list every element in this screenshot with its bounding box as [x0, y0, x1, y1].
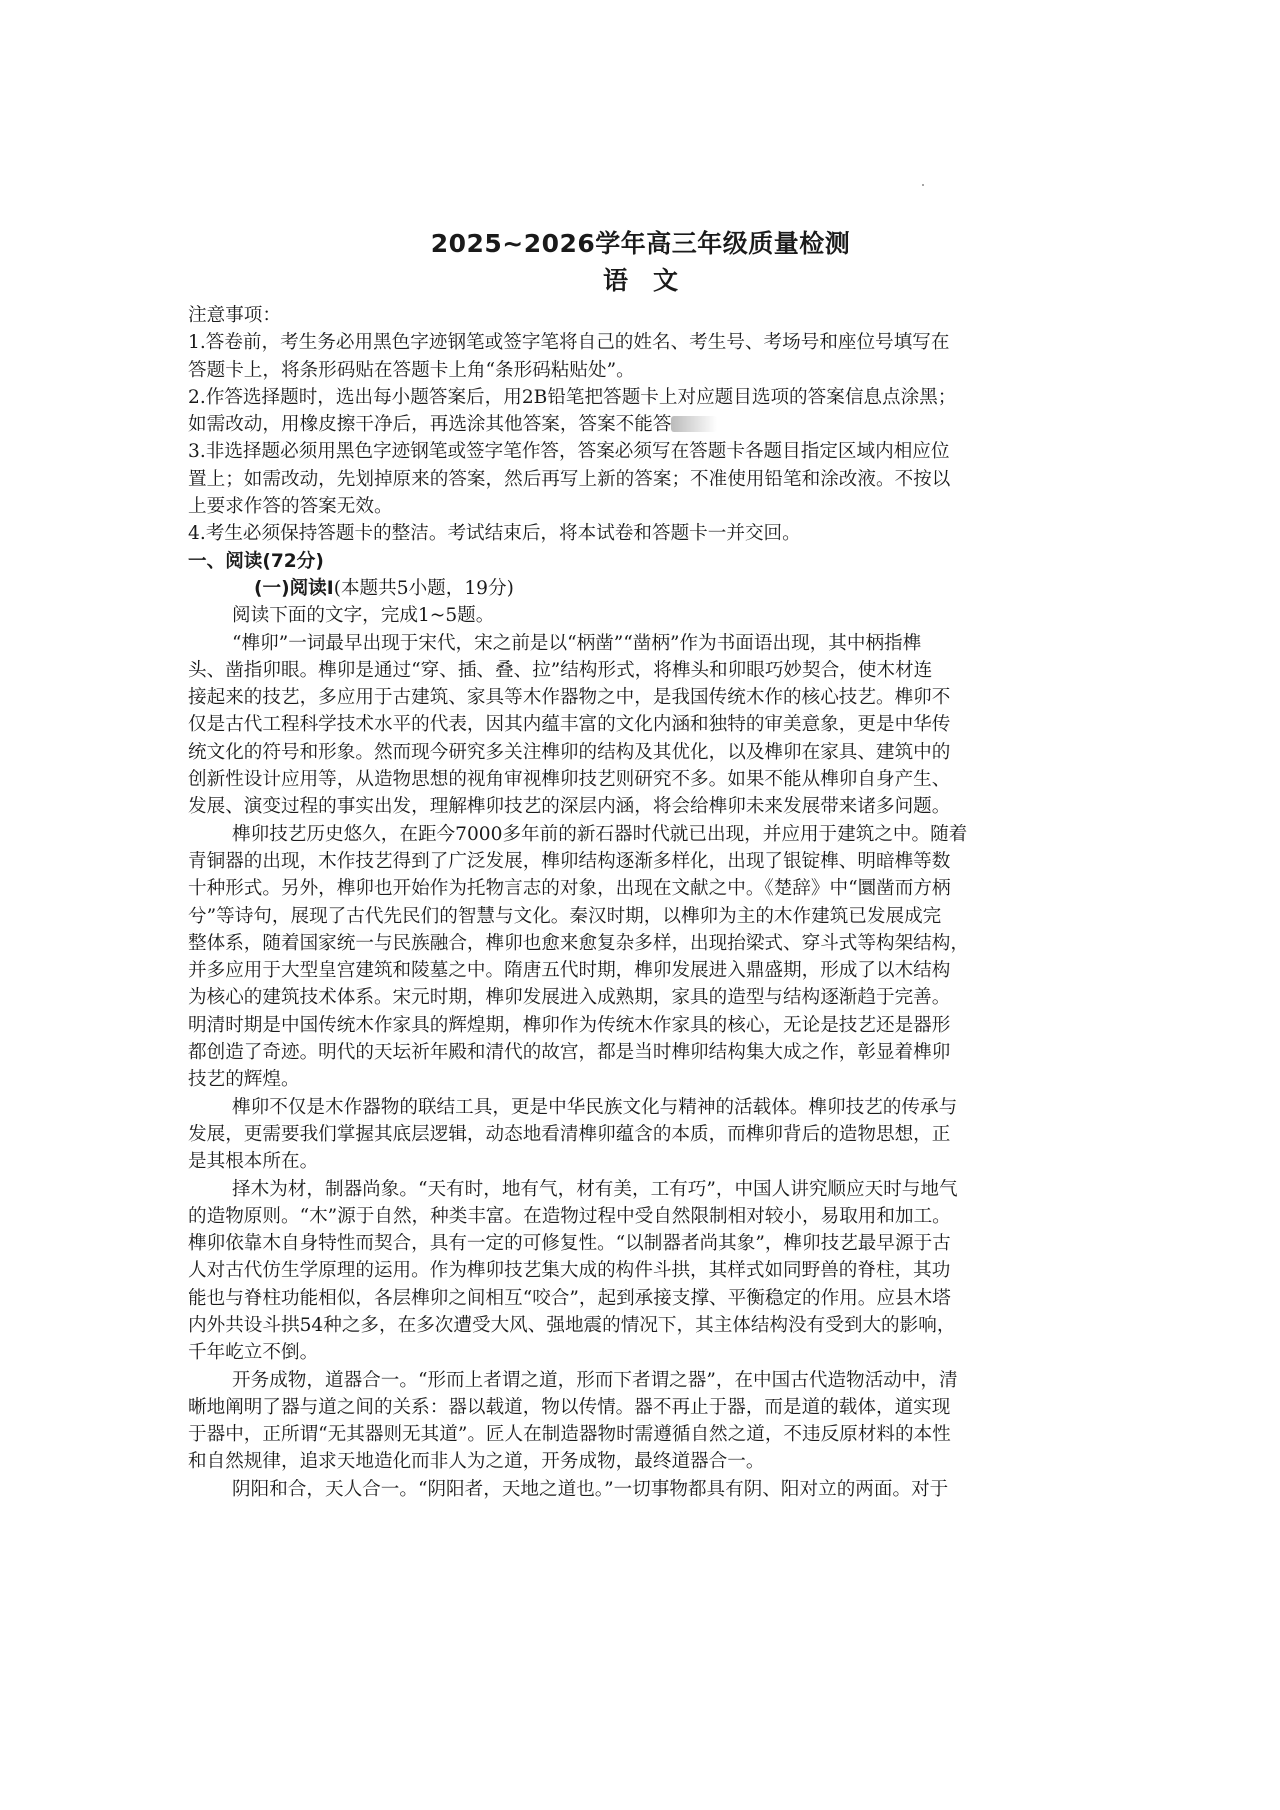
passage-line: 人对古代仿生学原理的运用。作为榫卯技艺集大成的构件斗拱，其样式如同野兽的脊柱，其功	[188, 1260, 951, 1282]
passage-line: 创新性设计应用等，从造物思想的视角审视榫卯技艺则研究不多。如果不能从榫卯自身产生、	[188, 769, 951, 791]
notice-line: 如需改动，用橡皮擦干净后，再选涂其他答案，答案不能答	[188, 414, 672, 436]
passage-line: 的造物原则。“木”源于自然，种类丰富。在造物过程中受自然限制相对较小，易取用和加工。	[188, 1205, 951, 1227]
passage-line: 为核心的建筑技术体系。宋元时期，榫卯发展进入成熟期，家具的造型与结构逐渐趋于完善。	[188, 987, 951, 1009]
notice-heading: 注意事项：	[188, 305, 281, 326]
blurred-region	[671, 416, 717, 432]
notice-line: 1.答卷前，考生务必用黑色字迹钢笔或签字笔将自己的姓名、考生号、考场号和座位号填写在	[188, 332, 950, 354]
passage-line: 择木为材，制器尚象。“天有时，地有气，材有美，工有巧”，中国人讲究顺应天时与地气	[232, 1178, 958, 1200]
passage-line: 整体系，随着国家统一与民族融合，榫卯也愈来愈复杂多样，出现抬梁式、穿斗式等构架结构，	[188, 932, 969, 954]
passage-line: 榫卯不仅是木作器物的联结工具，更是中华民族文化与精神的活载体。榫卯技艺的传承与	[232, 1096, 958, 1118]
passage-line: 能也与脊柱功能相似，各层榫卯之间相互“咬合”，起到承接支撑、平衡稳定的作用。应县木塔	[188, 1287, 951, 1309]
passage-line: 于器中，正所谓“无其器则无其道”。匠人在制造器物时需遵循自然之道，不违反原材料的本性	[188, 1424, 951, 1446]
passage-line: 内外共设斗拱54种之多，在多次遭受大风、强地震的情况下，其主体结构没有受到大的影响，	[188, 1314, 956, 1336]
subject-title: 语 文	[602, 266, 678, 295]
passage	[188, 630, 1093, 1504]
exam-title: 2025~2026学年高三年级质量检测	[430, 229, 851, 258]
passage-line: 并多应用于大型皇宫建筑和陵墓之中。隋唐五代时期，榫卯发展进入鼎盛期，形成了以木结构	[188, 960, 951, 982]
sub-section-title: (一)阅读Ⅰ	[254, 577, 334, 599]
notice-block	[188, 302, 1093, 548]
passage-line: 统文化的符号和形象。然而现今研究多关注榫卯的结构及其优化，以及榫卯在家具、建筑中的	[188, 741, 951, 763]
sub-section-heading	[188, 575, 1093, 602]
notice-line: 3.非选择题必须用黑色字迹钢笔或签字笔作答，答案必须写在答题卡各题目指定区域内相应位	[188, 441, 950, 463]
passage-line: 榫卯依靠木自身特性而契合，具有一定的可修复性。“以制器者尚其象”，榫卯技艺最早源于古	[188, 1233, 951, 1255]
passage-line: 技艺的辉煌。	[188, 1069, 300, 1091]
sub-section-score: (本题共5小题，19分)	[333, 577, 514, 599]
exam-page	[188, 226, 1093, 1503]
notice-line: 2.作答选择题时，选出每小题答案后，用2B铅笔把答题卡上对应题目选项的答案信息点涂黑；	[188, 386, 957, 408]
passage-line: 榫卯技艺历史悠久，在距今7000多年前的新石器时代就已出现，并应用于建筑之中。随着	[232, 823, 968, 845]
passage-line: 明清时期是中国传统木作家具的辉煌期，榫卯作为传统木作家具的核心，无论是技艺还是器形	[188, 1014, 951, 1036]
passage-line: “榫卯”一词最早出现于宋代，宋之前是以“柄凿”“凿柄”作为书面语出现，其中柄指榫	[232, 632, 922, 654]
notice-line: 上要求作答的答案无效。	[188, 496, 393, 518]
passage-line: 是其根本所在。	[188, 1151, 319, 1173]
passage-line: 兮”等诗句，展现了古代先民们的智慧与文化。秦汉时期，以榫卯为主的木作建筑已发展成完	[188, 905, 942, 927]
notice-line: 4.考生必须保持答题卡的整洁。考试结束后，将本试卷和答题卡一并交回。	[188, 523, 801, 545]
passage-line: 接起来的技艺，多应用于古建筑、家具等木作器物之中，是我国传统木作的核心技艺。榫卯不	[188, 687, 951, 709]
passage-line: 晰地阐明了器与道之间的关系：器以载道，物以传情。器不再止于器，而是道的载体，道实现	[188, 1396, 951, 1418]
section-heading: 一、阅读(72分)	[188, 550, 324, 572]
passage-line: 发展，更需要我们掌握其底层逻辑，动态地看清榫卯蕴含的本质，而榫卯背后的造物思想，正	[188, 1123, 951, 1145]
passage-line: 发展、演变过程的事实出发，理解榫卯技艺的深层内涵，将会给榫卯未来发展带来诸多问题。	[188, 796, 951, 818]
passage-line: 千年屹立不倒。	[188, 1342, 319, 1364]
passage-line: 都创造了奇迹。明代的天坛祈年殿和清代的故宫，都是当时榫卯结构集大成之作，彰显着榫卯	[188, 1042, 951, 1064]
passage-line: 十种形式。另外，榫卯也开始作为托物言志的对象，出现在文献之中。《楚辞》中“圜凿而方柄	[188, 878, 951, 900]
reading-instruction: 阅读下面的文字，完成1~5题。	[232, 605, 495, 627]
passage-line: 青铜器的出现，木作技艺得到了广泛发展，榫卯结构逐渐多样化，出现了银锭榫、明暗榫等数	[188, 850, 951, 872]
passage-line: 头、凿指卯眼。榫卯是通过“穿、插、叠、拉”结构形式，将榫头和卯眼巧妙契合，使木材连	[188, 659, 933, 681]
notice-line-with-blur	[188, 411, 1093, 438]
passage-line: 仅是古代工程科学技术水平的代表，因其内蕴丰富的文化内涵和独特的审美意象，更是中华传	[188, 714, 951, 736]
notice-line: 答题卡上，将条形码贴在答题卡上角“条形码粘贴处”。	[188, 359, 635, 381]
passage-line: 开务成物，道器合一。“形而上者谓之道，形而下者谓之器”，在中国古代造物活动中，清	[232, 1369, 958, 1391]
passage-line: 阴阳和合，天人合一。“阴阳者，天地之道也。”一切事物都具有阴、阳对立的两面。对于	[232, 1478, 949, 1500]
scan-speck	[922, 184, 924, 186]
passage-line: 和自然规律，追求天地造化而非人为之道，开务成物，最终道器合一。	[188, 1451, 765, 1473]
notice-line: 置上；如需改动，先划掉原来的答案，然后再写上新的答案；不准使用铅笔和涂改液。不按以	[188, 468, 951, 490]
